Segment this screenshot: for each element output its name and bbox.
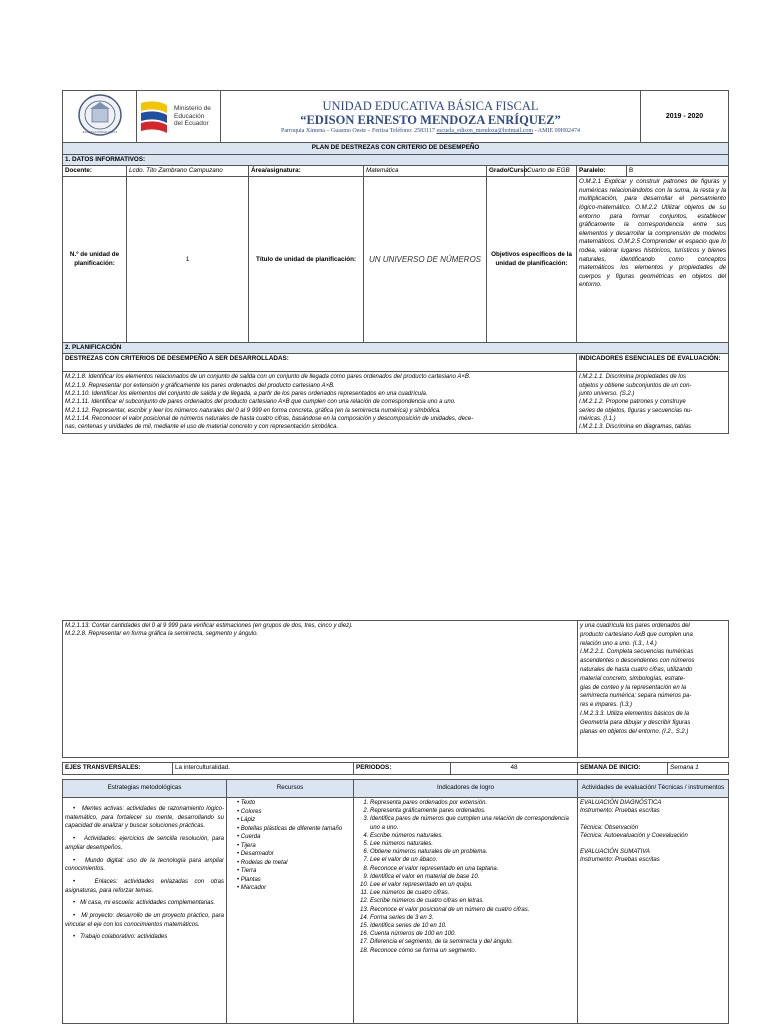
actividad-line: EVALUACIÓN SUMATIVA [580, 849, 650, 856]
actividad-line: EVALUACIÓN DIAGNÓSTICA [580, 800, 662, 806]
indicador-line: Geometría para dibujar y describir figuras [580, 719, 691, 726]
school-fullname: “EDISON ERNESTO MENDOZA ENRÍQUEZ” [300, 112, 561, 127]
recurso-item: • Texto [237, 800, 256, 806]
indicador-line: I.M.2.1.2. Propone patrones y construye [579, 399, 686, 406]
logro-item: 7. Lee el valor de un ábaco. [370, 856, 575, 864]
ministry-text [174, 105, 211, 128]
col-actividades: Actividades de evaluación/ Técnicas / instrumentos [578, 780, 729, 798]
destrezas-label: DESTREZAS CON CRITERIOS DE DESEMPEÑO A SER DESARROLLADAS: [63, 354, 577, 372]
ministry-line-3: del Ecuador [174, 120, 209, 128]
logro-item: 1. Representa pares ordenados por extensión. [370, 799, 575, 807]
grado-label: Grado/Curso: [487, 165, 525, 176]
indicador-line: I.M.2.3.3. Utiliza elementos básicos de la [580, 710, 690, 717]
logro-item: 16. Cuenta números de 100 en 100. [370, 930, 575, 938]
indicador-line: res e impares. (I.3.) [580, 702, 633, 709]
plan-title: PLAN DE DESTREZAS CON CRITERIO DE DESEMPEÑO [63, 143, 729, 154]
recurso-item: • Rodelas de metal [237, 859, 288, 866]
semana-label: SEMANA DE INICIO: [578, 763, 668, 775]
indicador-line: semirrecta numérica; separa números pa- [580, 693, 692, 700]
objetivos-label: Objetivos específicos de la unidad de planificación: [487, 177, 577, 343]
col-estrategias: Estrategias metodológicas [63, 780, 227, 798]
school-crest-cell [63, 91, 137, 143]
logro-item: 18. Reconoce cómo se forma un segmento. [370, 947, 575, 955]
logro-item: 11. Lee números de cuatro cifras. [370, 889, 575, 897]
indicador-line: naturales de hasta cuatro cifras, utilizando [580, 666, 693, 673]
indicador-line: material concreto, simbologías, estrate- [580, 675, 686, 682]
actividad-line: Instrumento: Pruebas escritas [580, 857, 660, 864]
recurso-item: • Colores [237, 808, 262, 815]
actividad-line [580, 815, 726, 823]
docente-label: Docente: [63, 165, 127, 176]
destreza-line: M.2.1.10. Identificar los elementos del conjunto de salida y de llegada, a partir de los pares ordenados representados en una cuadrícula. [65, 391, 428, 398]
ministry-flag-icon [139, 99, 171, 135]
recurso-item: • Marcador [237, 885, 267, 891]
destrezas-list-page2 [63, 621, 578, 758]
destreza-line: M.2.1.14. Reconocer el valor posicional de números naturales de hasta cuatro cifras, basándose en la composición y descomposición de unidades, dece- [65, 415, 474, 422]
indicador-line: I.M.2.1.1. Discrimina propiedades de los [579, 374, 687, 381]
destrezas-list-page1 [63, 372, 577, 433]
recurso-item: • Tijera [237, 842, 256, 849]
indicador-line: producto cartesiano AxB que cumplen una [580, 631, 693, 638]
plan-table [62, 142, 729, 433]
destreza-line: M.2.2.8. Representar en forma gráfica la semirrecta, segmento y ángulo. [65, 631, 259, 638]
estrategia-item: • Mi proyecto: desarrollo de un proyecto práctico, para vincular el eje con los conocimientos matemáticos. [65, 913, 224, 928]
indicador-line: relación uno a uno. (I.3., I.4.) [580, 640, 657, 647]
paralelo-label: Paralelo: [577, 165, 627, 176]
continuation-table [62, 620, 729, 758]
indicador-line: ascendentes o descendentes con números [580, 658, 695, 665]
col-indicadores: Indicadores de logro [354, 780, 578, 798]
crest-text: ESCUELA FISCAL MIXTA [82, 130, 117, 134]
actividad-line: Instrumento: Pruebas escritas [580, 808, 660, 815]
ministry-logo [139, 99, 218, 135]
ejes-label: EJES TRANSVERSALES: [63, 763, 173, 775]
estrategia-item: • Mundo digital: uso de la tecnología para ampliar conocimientos. [65, 857, 224, 873]
logro-item: 8. Reconoce el valor representado en una taptana. [370, 865, 575, 873]
destreza-line: M.2.1.11. Identificar el subconjunto de pares ordenados del producto cartesiano A×B que cumplen con una relación de correspondencia uno a uno. [65, 399, 456, 406]
recurso-item: • Lápiz [237, 817, 256, 823]
paralelo-value: B [627, 165, 729, 176]
grado-value: Cuarto de EGB [525, 165, 577, 176]
indicador-line: I.M.2.2.1. Completa secuencias numéricas [580, 649, 694, 656]
estrategia-item: • Trabajo colaborativo: actividades [73, 934, 168, 941]
semana-value: Semana 1 [668, 763, 729, 775]
school-crest-icon [76, 92, 124, 138]
objetivos-text: O.M.2.1 Explicar y construir patrones de figuras y numéricas relacionándolos con la suma, la resta y la multiplicación, para desarrollar el pensamiento lógico-matemático. O.M.2.2 Utilizar objetos de su entorno para formar conjuntos, establecer gráficamente la correspondencia entre sus elementos y desarrollar la comprensión de modelos matemáticos. O.M.2.5 Comprender el espacio que lo rodea, valorar lugares históricos, turísticos y bienes naturales, identificando como conceptos matemáticos los elementos y propiedades de cuerpos y figuras geométricas en objetos del entorno. [577, 177, 729, 343]
logro-item: 17. Diferencia el segmento, de la semirrecta y del ángulo. [370, 938, 575, 946]
recursos-list [227, 798, 354, 1024]
logro-item: 3. Identifica pares de números que cumplen una relación de correspondencia uno a uno. [370, 815, 575, 831]
logro-item: 5. Lee números naturales. [370, 840, 575, 848]
logro-item: 14. Forma series de 3 en 3. [370, 914, 575, 922]
section1-title: 1. DATOS INFORMATIVOS: [63, 154, 729, 165]
page-1 [62, 90, 728, 434]
recurso-item: • Cuerda [237, 834, 261, 840]
indicadores-list-page1 [577, 372, 729, 433]
ejes-table [62, 762, 729, 775]
actividad-line [580, 840, 726, 848]
indicador-line: objetos y obtiene subconjuntos de un con- [579, 382, 692, 389]
estrategias-list [63, 798, 227, 1024]
logro-item: 2. Representa gráficamente pares ordenados. [370, 807, 575, 815]
indicador-line: planas en objetos del entorno. (I.2., S.2.) [580, 728, 689, 735]
section2-title: 2. PLANIFICACIÓN [63, 343, 729, 354]
indicadores-label: INDICADORES ESENCIALES DE EVALUACIÓN: [577, 354, 729, 372]
indicador-line: gias de conteo y la representación en la [580, 684, 687, 691]
email-link[interactable]: escuela_edison_mendoza@hotmail.com [436, 127, 534, 134]
logro-item: 13. Reconoce el valor posicional de un número de cuatro cifras. [370, 906, 575, 914]
area-label: Área/asignatura: [249, 165, 364, 176]
actividades-list [578, 798, 729, 1024]
indicadores-list-page2 [578, 621, 729, 758]
logro-item: 15. Identifica series de 10 en 10. [370, 922, 575, 930]
docente-value: Lcdo. Tito Zambrano Campuzano [127, 165, 249, 176]
titulo-value: UN UNIVERSO DE NÚMEROS [364, 177, 487, 343]
logro-item: 12. Escribe números de cuatro cifras en letras. [370, 897, 575, 905]
indicador-line: junto universo. (S.2.) [579, 391, 635, 398]
destreza-line: nas, centenas y unidades de mil, mediante el uso de material concreto y con representación simbólica. [65, 424, 339, 431]
indicador-line: y una cuadrícula los pares ordenados del [580, 623, 690, 629]
logro-item: 4. Escribe números naturales. [370, 832, 575, 840]
area-value: Matemática [364, 165, 487, 176]
indicador-line: méricas. (I.1.) [579, 415, 616, 422]
recurso-item: • Desarmador [237, 851, 274, 857]
ministry-logo-cell [137, 91, 221, 143]
destreza-line: M.2.1.12. Representar, escribir y leer los números naturales del 0 al 9 999 en forma concreta, gráfica (en la semirrecta numérica) y simbólica. [65, 407, 441, 414]
address-text: Parroquia Ximena – Guasmo Oeste – Fertisa Teléfono: 2583117 [281, 127, 435, 134]
school-name: UNIDAD EDUCATIVA BÁSICA FISCAL [322, 98, 539, 113]
unidad-value: 1 [127, 177, 249, 343]
estrategia-item: • Actividades: ejercicios de sencilla resolución, para ampliar desempeños. [65, 836, 224, 851]
estrategia-item: • Mentes activas: actividades de razonamiento lógico-matemático, para fortalecer su mente, desarrollando su capacidad de analizar y buscar soluciones prácticas. [65, 806, 224, 830]
col-recursos: Recursos [227, 780, 354, 798]
school-year: 2019 - 2020 [641, 91, 729, 143]
logro-item: 6. Obtiene números naturales de un problema. [370, 848, 575, 856]
ministry-line-1: Ministerio de [174, 105, 211, 113]
school-title-cell [221, 91, 641, 143]
page-2 [62, 620, 728, 1024]
activities-table [62, 779, 729, 1024]
indicador-line: I.M.2.1.3. Discrimina en diagramas, tablas [579, 424, 692, 431]
indicadores-logro-list [354, 798, 578, 1024]
recurso-item: • Botellas plásticas de diferente tamaño [237, 825, 343, 832]
ministry-line-2: Educación [174, 112, 205, 120]
estrategia-item: • Enlaces: actividades enlazadas con otras asignaturas, para reforzar temas. [65, 878, 224, 894]
actividad-line: Técnica: Observación [580, 824, 639, 831]
logro-item: 10. Lee el valor representado en un quipu. [370, 881, 575, 889]
header-table [62, 90, 729, 143]
estrategia-item: • Mi casa, mi escuela: actividades complementarias. [73, 900, 216, 907]
recurso-item: • Plantas [237, 876, 261, 883]
destreza-line: M.2.1.9. Representar por extensión y gráficamente los pares ordenados del producto cartesiano A×B. [65, 382, 335, 389]
recurso-item: • Tierra [237, 868, 257, 874]
school-address [223, 127, 638, 135]
periodos-value: 48 [451, 763, 578, 775]
destreza-line: M.2.1.8. Identificar los elementos relacionados de un conjunto de salida con un conjunto de llegada como pares ordenados del producto cartesiano A×B. [65, 374, 471, 381]
periodos-label: PERIODOS: [354, 763, 451, 775]
titulo-label: Título de unidad de planificación: [249, 177, 364, 343]
amie-text: - AMIE 09H02474 [534, 127, 580, 134]
destreza-line: M.2.1.13. Contar cantidades del 0 al 9 999 para verificar estimaciones (en grupos de dos, tres, cinco y diez). [65, 623, 353, 629]
logro-item: 9. Identifica el valor en material de base 10. [370, 873, 575, 881]
indicador-line: series de objetos, figuras y secuencias nu- [579, 407, 693, 414]
unidad-label: N.º de unidad de planificación: [63, 177, 127, 343]
actividad-line: Técnica: Autoevaluación y Coevaluación [580, 832, 688, 839]
ejes-value: La interculturalidad. [173, 763, 354, 775]
